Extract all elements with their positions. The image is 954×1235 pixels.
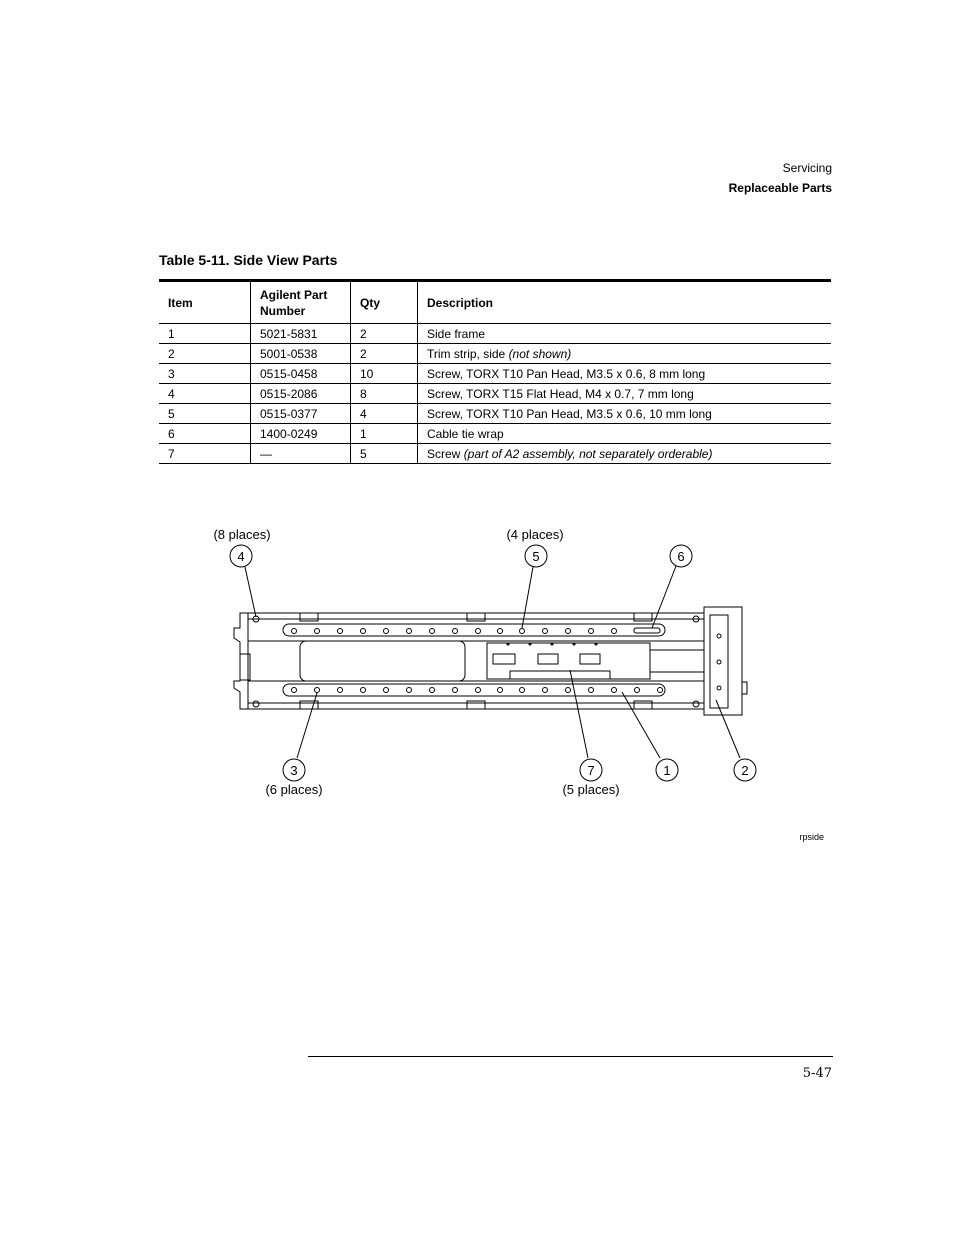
description-text: Side frame [427,326,486,341]
cell-qty: 5 [351,444,418,464]
cable-tie [634,628,660,633]
rail-hole [612,688,617,693]
callout-number-4: 4 [237,549,245,564]
cell-item: 2 [159,344,251,364]
rail-hole [361,629,366,634]
corner-screw [693,701,699,707]
description-text: Cable tie wrap [427,426,504,441]
callout-number-5: 5 [532,549,540,564]
rail-hole [476,629,481,634]
rail-hole [315,688,320,693]
frame-left-end [234,613,248,709]
cell-part-number: — [251,444,351,464]
description-note: (part of A2 assembly, not separately orderable) [463,446,713,461]
leader-line-2 [716,700,740,758]
rail-hole [361,688,366,693]
cell-item: 7 [159,444,251,464]
rail-hole [338,688,343,693]
corner-screw [253,701,259,707]
cell-qty: 10 [351,364,418,384]
frame-middle [248,641,704,681]
cell-part-number: 5021-5831 [251,324,351,344]
table-title: Table 5-11. Side View Parts [159,252,338,268]
rail-hole [476,688,481,693]
cell-qty: 2 [351,344,418,364]
rail-hole [384,629,389,634]
pcb-screw [529,643,532,646]
rail-hole [612,629,617,634]
cell-item: 6 [159,424,251,444]
rail-hole [498,629,503,634]
cell-part-number: 0515-0377 [251,404,351,424]
rail-tab [300,701,318,709]
pcb-assembly [487,643,650,679]
rail-hole [589,629,594,634]
bottom-rail-slot [283,684,665,696]
rail-tab [467,613,485,621]
description-text: Screw [427,446,464,461]
page-number: 5-47 [802,1066,832,1081]
cell-item: 1 [159,324,251,344]
callout-number-2: 2 [741,763,749,778]
pcb-connector [580,654,600,664]
description-text: Screw, TORX T15 Flat Head, M4 x 0.7, 7 mm long [427,386,694,401]
bracket-hole [717,660,721,664]
pcb-screw [507,643,510,646]
rail-hole [384,688,389,693]
cell-qty: 2 [351,324,418,344]
cell-item: 3 [159,364,251,384]
column-header-description: Description [418,281,832,324]
description-text: Screw, TORX T10 Pan Head, M3.5 x 0.6, 8 mm long [427,366,706,381]
rail-hole [566,688,571,693]
frame-right-lines [650,650,704,672]
leader-line-1 [622,692,660,758]
bracket-tab [742,682,747,694]
cell-part-number: 5001-0538 [251,344,351,364]
cell-qty: 8 [351,384,418,404]
trim-strip [710,615,728,708]
rail-hole [520,629,525,634]
callout-number-3: 3 [290,763,298,778]
rail-hole [543,629,548,634]
pcb-connector [538,654,558,664]
cell-part-number: 0515-0458 [251,364,351,384]
description-note: (not shown) [508,346,572,361]
cell-item: 4 [159,384,251,404]
rail-hole [407,688,412,693]
leader-line-4 [245,567,256,617]
callout-places-7: (5 places) [562,782,620,797]
rail-hole [498,688,503,693]
description-text: Screw, TORX T10 Pan Head, M3.5 x 0.6, 10 mm long [427,406,712,421]
bottom-rail-edge [248,703,704,709]
leader-line-7 [570,670,588,758]
callout-places-3: (6 places) [265,782,323,797]
callout-number-7: 7 [587,763,595,778]
column-header-part-number: Agilent Part Number [251,281,351,324]
figure-id: rpside [799,832,824,842]
rail-hole [315,629,320,634]
callout-number-1: 1 [663,763,671,778]
rail-hole [520,688,525,693]
pcb-screw [573,643,576,646]
rail-hole [453,688,458,693]
pcb-screw [551,643,554,646]
running-header-section: Servicing [782,161,832,175]
top-rail-edge [248,613,704,619]
frame-window [300,641,465,681]
footer-rule [308,1056,833,1057]
rail-hole [430,629,435,634]
rail-hole [566,629,571,634]
cell-part-number: 1400-0249 [251,424,351,444]
rail-tab [300,613,318,621]
rail-hole [543,688,548,693]
rail-hole [658,688,663,693]
rail-hole [338,629,343,634]
rail-tab [467,701,485,709]
bracket-hole [717,634,721,638]
cell-qty: 4 [351,404,418,424]
pcb-screw [595,643,598,646]
callout-places-4: (8 places) [213,527,271,542]
rail-hole [407,629,412,634]
rail-tab [634,701,652,709]
cell-part-number: 0515-2086 [251,384,351,404]
rail-tab [634,613,652,621]
bracket-hole [717,686,721,690]
top-rail-slot [283,624,665,636]
cell-item: 5 [159,404,251,424]
rail-hole [635,688,640,693]
cell-qty: 1 [351,424,418,444]
pcb-component [510,671,610,679]
rail-hole [292,629,297,634]
rail-hole [453,629,458,634]
description-text: Trim strip, side [427,346,509,361]
callout-places-5: (4 places) [506,527,564,542]
running-header-subsection: Replaceable Parts [728,181,832,195]
rail-hole [589,688,594,693]
column-header-qty: Qty [351,281,418,324]
column-header-item: Item [159,281,251,324]
pcb-connector [493,654,515,664]
rail-hole [430,688,435,693]
rail-hole [292,688,297,693]
callout-number-6: 6 [677,549,685,564]
